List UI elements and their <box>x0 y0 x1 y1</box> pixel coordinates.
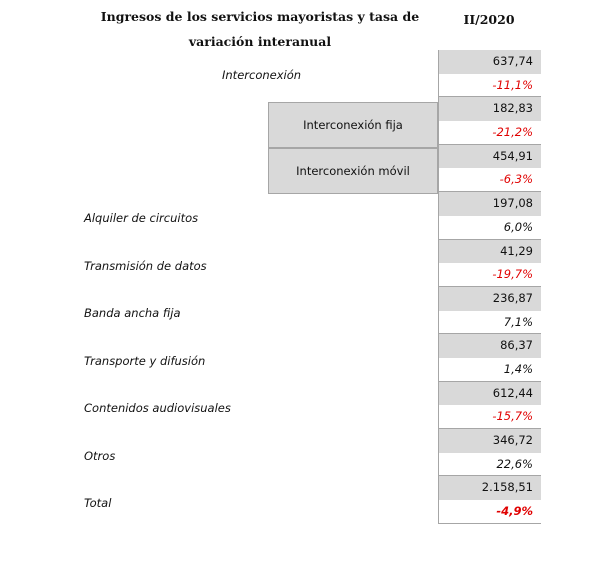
row-label-interconexion: Interconexión <box>222 68 302 82</box>
values-column <box>438 50 541 524</box>
value-cell: 41,29 <box>439 240 541 264</box>
value-cell: 236,87 <box>439 287 541 311</box>
row-label-contenidos: Contenidos audiovisuales <box>84 401 231 415</box>
value-cell: 86,37 <box>439 334 541 358</box>
value-cell: 197,08 <box>439 192 541 216</box>
change-cell: -21,2% <box>439 121 541 145</box>
value-cell: 182,83 <box>439 97 541 121</box>
change-cell: -6,3% <box>439 168 541 192</box>
value-cell: 612,44 <box>439 382 541 406</box>
change-cell: 6,0% <box>439 216 541 240</box>
row-label-total: Total <box>84 496 112 510</box>
change-cell: 22,6% <box>439 453 541 477</box>
sub-label-text: Interconexión móvil <box>296 164 410 178</box>
row-label-transmision: Transmisión de datos <box>84 259 207 273</box>
row-label-otros: Otros <box>84 449 116 463</box>
value-cell: 2.158,51 <box>439 476 541 500</box>
value-cell: 454,91 <box>439 145 541 169</box>
table-title: Ingresos de los servicios mayoristas y tasa de variación interanual <box>100 9 420 49</box>
change-cell: 1,4% <box>439 358 541 382</box>
sub-label-interconexion-movil <box>268 148 438 194</box>
change-cell-total: -4,9% <box>439 500 541 524</box>
change-cell: -15,7% <box>439 405 541 429</box>
sub-label-interconexion-fija <box>268 102 438 148</box>
sub-label-text: Interconexión fija <box>303 118 403 132</box>
change-cell: -19,7% <box>439 263 541 287</box>
row-label-alquiler: Alquiler de circuitos <box>84 211 199 225</box>
value-cell: 346,72 <box>439 429 541 453</box>
change-cell: -11,1% <box>439 74 541 98</box>
row-label-banda-ancha: Banda ancha fija <box>84 306 181 320</box>
period-header: II/2020 <box>463 12 515 27</box>
row-label-transporte: Transporte y difusión <box>84 354 206 368</box>
change-cell: 7,1% <box>439 311 541 335</box>
value-cell: 637,74 <box>439 50 541 74</box>
